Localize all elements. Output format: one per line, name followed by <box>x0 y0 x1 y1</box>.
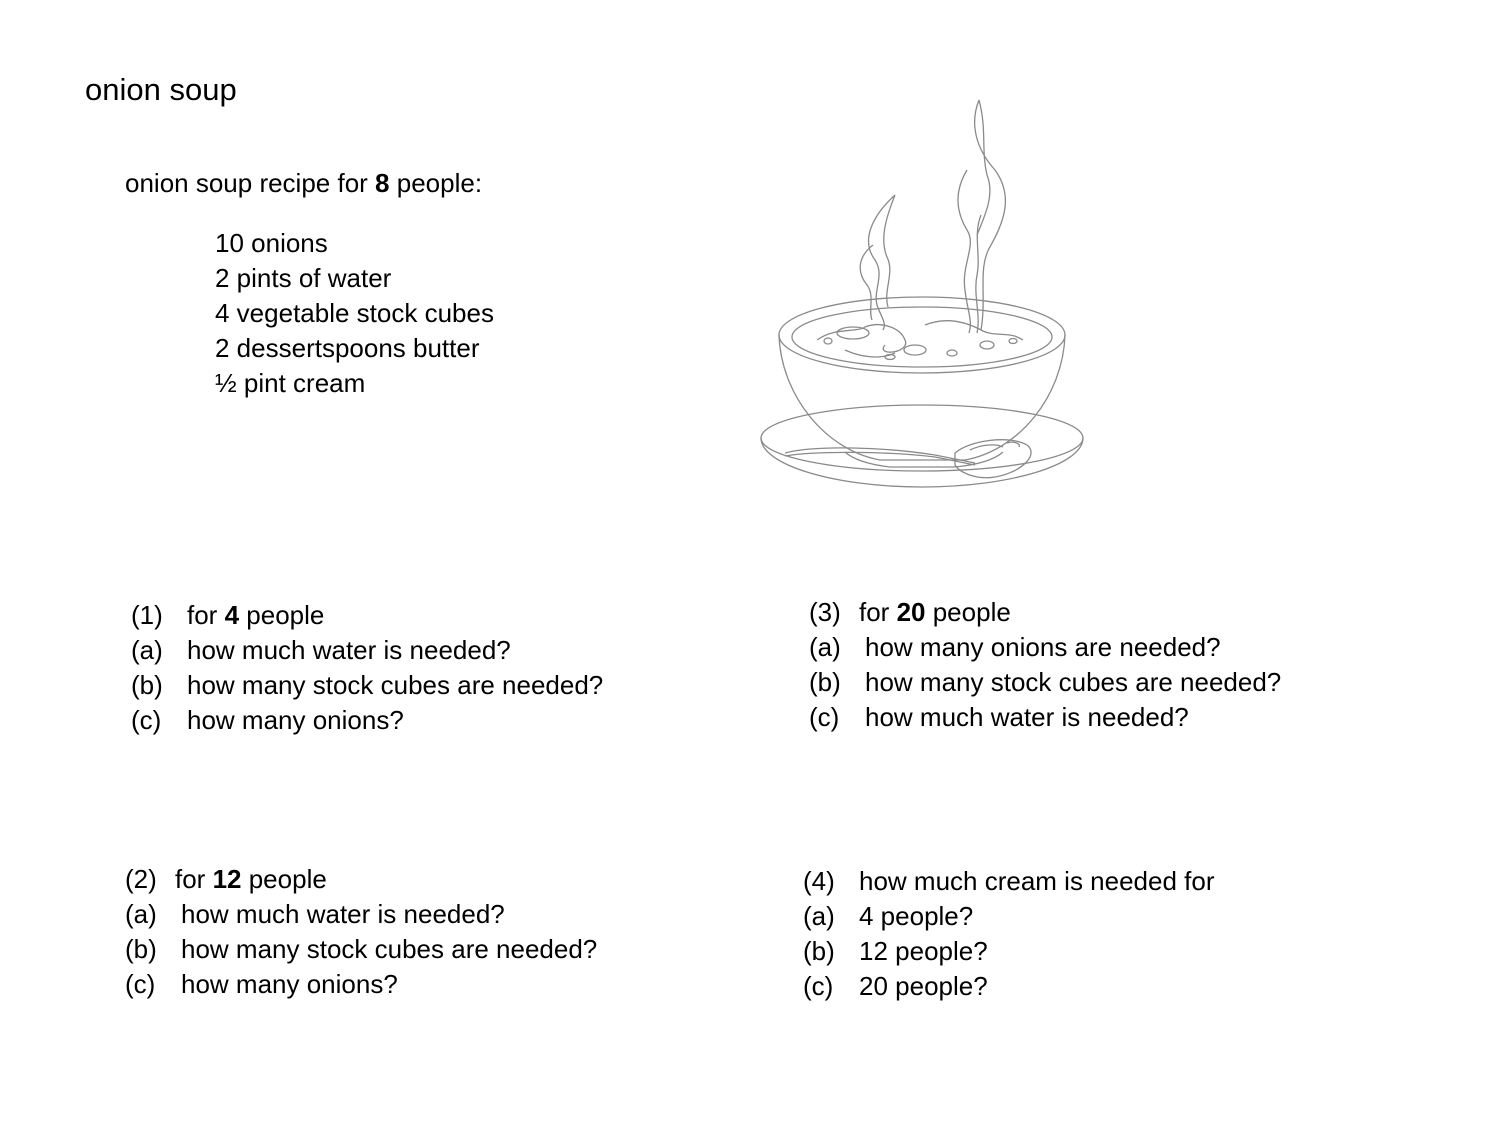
part-label: (b) <box>809 667 841 697</box>
saucer-edge <box>761 438 1083 487</box>
part-text: how many stock cubes are needed? <box>865 667 1282 697</box>
question-part <box>125 932 597 967</box>
onion-piece <box>824 338 832 344</box>
question-part <box>131 703 603 738</box>
spoon-handle-lower <box>785 452 975 465</box>
people-count: 20 <box>896 597 926 627</box>
question-suffix: people <box>925 597 1011 627</box>
part-label: (b) <box>803 936 835 966</box>
spoon-shine <box>970 442 1019 450</box>
question-suffix: people <box>239 600 325 630</box>
onion-piece <box>947 350 957 356</box>
bowl-rim-inner <box>792 307 1052 367</box>
question-4 <box>803 864 1215 1004</box>
question-prefix: for <box>175 864 213 894</box>
question-part <box>803 934 1215 969</box>
question-2 <box>125 862 597 1002</box>
question-part <box>125 897 597 932</box>
part-label: (c) <box>131 705 162 735</box>
question-part <box>131 668 603 703</box>
onion-piece <box>980 341 994 349</box>
question-prefix: for <box>859 597 897 627</box>
question-prefix: for <box>187 600 225 630</box>
soup-bowl-icon <box>755 95 1095 495</box>
question-3 <box>809 595 1281 735</box>
part-label: (b) <box>131 670 163 700</box>
recipe-heading-prefix: onion soup recipe for <box>125 168 376 198</box>
question-number: (3) <box>809 597 841 627</box>
question-1 <box>131 598 603 738</box>
question-4-heading <box>803 864 1215 899</box>
question-number: (4) <box>803 866 835 896</box>
people-count: 4 <box>224 600 240 630</box>
question-suffix: people <box>241 864 327 894</box>
question-text: how much cream is needed for <box>859 866 1215 896</box>
question-part <box>809 700 1281 735</box>
part-text: 4 people? <box>859 901 974 931</box>
part-text: how much water is needed? <box>181 899 505 929</box>
part-text: how much water is needed? <box>187 635 511 665</box>
part-text: how many stock cubes are needed? <box>181 934 598 964</box>
recipe-heading <box>125 167 482 199</box>
question-text <box>859 595 1011 630</box>
question-part <box>809 665 1281 700</box>
bowl-rim-outer <box>779 297 1065 373</box>
question-number: (2) <box>125 864 157 894</box>
ingredient-item: 10 onions <box>215 228 328 258</box>
part-text: how many onions are needed? <box>865 632 1221 662</box>
part-text: how much water is needed? <box>865 702 1189 732</box>
question-text <box>175 862 327 897</box>
part-label: (a) <box>125 899 157 929</box>
ingredient-item: 2 pints of water <box>215 263 392 293</box>
onion-piece <box>837 327 869 339</box>
part-text: how many onions? <box>181 969 398 999</box>
part-label: (a) <box>131 635 163 665</box>
question-text <box>187 598 324 633</box>
question-2-heading <box>125 862 597 897</box>
part-label: (b) <box>125 934 157 964</box>
part-label: (a) <box>809 632 841 662</box>
part-label: (a) <box>803 901 835 931</box>
part-label: (c) <box>803 971 834 1001</box>
part-text: how many stock cubes are needed? <box>187 670 604 700</box>
spoon-handle <box>785 448 975 463</box>
onion-piece <box>1009 339 1017 344</box>
question-part <box>131 633 603 668</box>
question-1-heading <box>131 598 603 633</box>
question-part <box>803 899 1215 934</box>
ingredient-list <box>215 226 494 401</box>
question-part <box>803 969 1215 1004</box>
question-number: (1) <box>131 600 163 630</box>
saucer-top <box>761 405 1083 471</box>
part-text: 20 people? <box>859 971 988 1001</box>
part-text: how many onions? <box>187 705 404 735</box>
question-part <box>809 630 1281 665</box>
onion-piece <box>904 345 926 355</box>
recipe-heading-suffix: people: <box>389 168 483 198</box>
people-count: 12 <box>212 864 242 894</box>
page-title: onion soup <box>85 72 237 107</box>
ingredient-item: ½ pint cream <box>215 368 366 398</box>
part-text: 12 people? <box>859 936 988 966</box>
ingredient-item: 4 vegetable stock cubes <box>215 298 494 328</box>
question-part <box>125 967 597 1002</box>
part-label: (c) <box>125 969 156 999</box>
part-label: (c) <box>809 702 840 732</box>
recipe-people-count: 8 <box>375 168 390 198</box>
question-3-heading <box>809 595 1281 630</box>
ingredient-item: 2 dessertspoons butter <box>215 333 480 363</box>
